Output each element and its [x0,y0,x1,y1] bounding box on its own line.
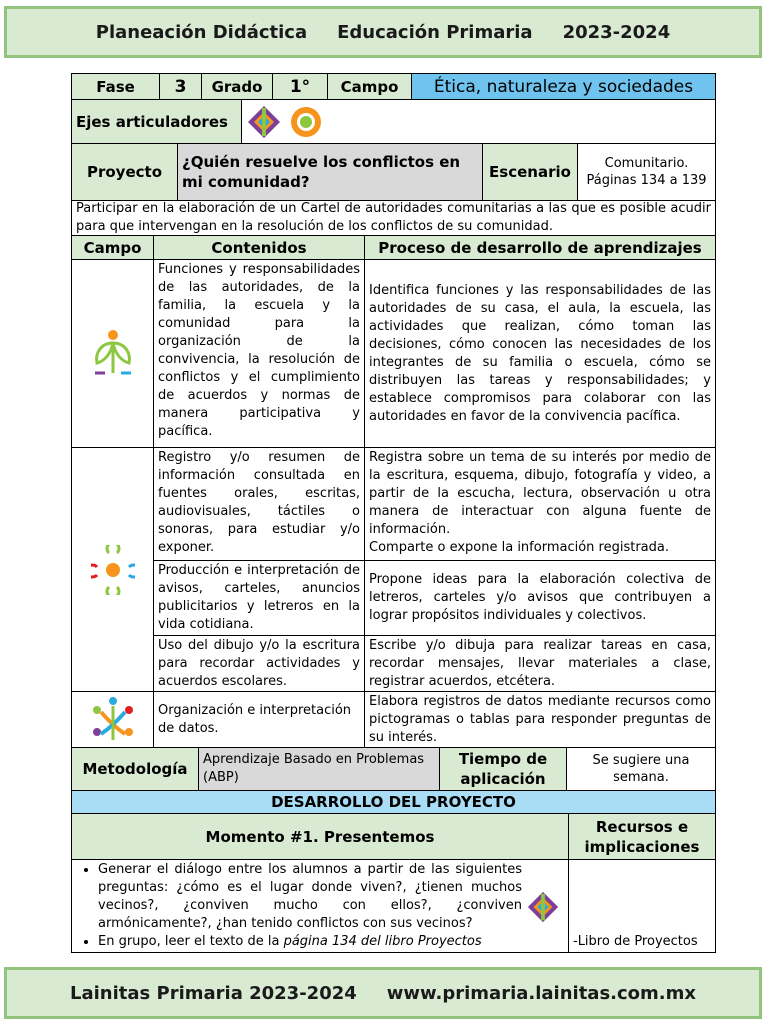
proceso-2b: Comparte o expone la información registrada. [369,540,669,555]
list-item: • Generar el diálogo entre los alumnos a partir de las siguientes preguntas: ¿cómo es el lugar donde viven?, ¿tienen muchos vecinos?, ¿conviven mucho con ellos?, ¿conviven armónicamente?, ¿han tenido conflictos con sus vecinos? [98,861,522,933]
table-row [154,448,715,561]
fase-label: Fase [72,74,160,99]
grado-value: 1° [273,74,328,99]
ejes-diamond-icon [246,104,282,140]
contenido-4: Uso del dibujo y/o la escritura para recordar actividades y acuerdos escolares. [154,636,365,691]
metodologia-row [71,748,716,791]
col-contenidos: Contenidos [154,236,365,259]
ejes-row [71,100,716,144]
tiempo-label: Tiempo de aplicación [440,748,567,790]
recursos-label: Recursos e implicaciones [584,817,700,856]
proceso-4: Escribe y/o dibuja para realizar tareas en casa, recordar mensajes, llevar materiales a clase, registrar acuerdos, etcétera. [369,637,711,689]
ejes-icons [242,100,715,143]
tiempo-value: Se sugiere una semana. [592,753,690,785]
desarrollo-row [71,791,716,814]
table-row [154,561,715,636]
planning-sheet [71,73,716,953]
escenario-value: Comunitario. Páginas 134 a 139 [586,156,707,188]
proyecto-label: Proyecto [72,144,178,200]
header-year: 2023-2024 [562,21,671,43]
purpose-row [71,201,716,236]
contenido-1: Funciones y responsabilidades de las autoridades, de la familia, la escuela y la comunidad para la organización de la convivencia, la resolución de conflictos y el cumplimiento de acuerdos y normas de manera participativa y pacífica. [154,260,365,447]
campo-icon-cell [72,692,154,747]
purpose-text: Participar en la elaboración de un Cartel de autoridades comunitarias a las que es posible acudir para que intervengan en la resolución de los conflictos de su comunidad. [76,201,711,234]
table-header [71,236,716,260]
list-item: • En grupo, leer el texto de la página 134 del libro Proyectos [98,933,522,951]
campo-plant-icon [91,329,135,379]
footer-banner [4,967,762,1019]
footer-url[interactable]: www.primaria.lainitas.com.mx [386,982,696,1004]
metodologia-label: Metodología [72,748,199,790]
header-title: Planeación Didáctica [95,21,308,43]
contenido-2: Registro y/o resumen de información consultada en fuentes orales, escritas, audiovisuales, táctiles o sonoras, para estudiar y/o exponer. [154,448,365,560]
escenario-label: Escenario [483,144,578,200]
campo-dots-icon [91,545,135,595]
proceso-1: Identifica funciones y las responsabilidades de las autoridades de su casa, el aula, la escuela, las actividades que realizan, cómo toman las decisiones, cómo conocen las necesidades de los integrantes de su familia o escuela, cómo se distribuyen las tareas y responsabilidades; y establece compromisos para colaborar con las autoridades en favor de la convivencia pacífica. [369,282,711,424]
proceso-3: Propone ideas para la elaboración colectiva de letreros, carteles y/o avisos que contribuyen a lograr propósitos individuales y colectivos. [369,572,711,623]
ejes-label: Ejes articuladores [72,100,242,143]
fase-value: 3 [160,74,202,99]
proceso-2-cell [365,448,715,560]
footer-brand: Lainitas Primaria 2023-2024 [70,982,357,1004]
ejes-diamond-icon [526,890,560,924]
table-row [154,636,715,691]
momento-title: Momento #1. Presentemos [72,814,569,859]
metodologia-value: Aprendizaje Basado en Problemas (ABP) [199,748,440,790]
table-row-group [71,448,716,692]
table-row [71,692,716,748]
campo-icon-cell [72,260,154,447]
info-row [71,73,716,100]
contenido-5: Organización e interpretación de datos. [154,692,365,747]
header-level: Educación Primaria [337,21,533,43]
momento-header [71,814,716,860]
grouped-rows [154,448,715,691]
momento-content [72,860,569,952]
table-row [71,260,716,448]
campo-value: Ética, naturaleza y sociedades [412,74,715,99]
campo-label: Campo [328,74,412,99]
proyecto-row [71,144,716,201]
header-banner [4,6,762,58]
proyecto-value: ¿Quién resuelve los conflictos en mi comunidad? [178,144,483,200]
proceso-2: Registra sobre un tema de su interés por medio de la escritura, esquema, dibujo, fotografía y video, a partir de la escucha, lectura, observación u otra manera de interactuar con alguna fuente de información. [369,450,711,537]
campo-people-icon [89,696,137,744]
recurso-1: -Libro de Proyectos [573,934,698,949]
col-campo: Campo [72,236,154,259]
desarrollo-title: DESARROLLO DEL PROYECTO [271,793,516,811]
ejes-ring-icon [288,104,324,140]
momento-list [76,861,564,951]
grado-label: Grado [202,74,273,99]
campo-icon-cell [72,448,154,691]
momento-body [71,860,716,953]
col-proceso: Proceso de desarrollo de aprendizajes [378,238,702,257]
contenido-3: Producción e interpretación de avisos, carteles, anuncios publicitarios y letreros en la vida cotidiana. [154,561,365,635]
proceso-5: Elabora registros de datos mediante recursos como pictogramas o tablas para responder preguntas de su interés. [369,693,711,745]
